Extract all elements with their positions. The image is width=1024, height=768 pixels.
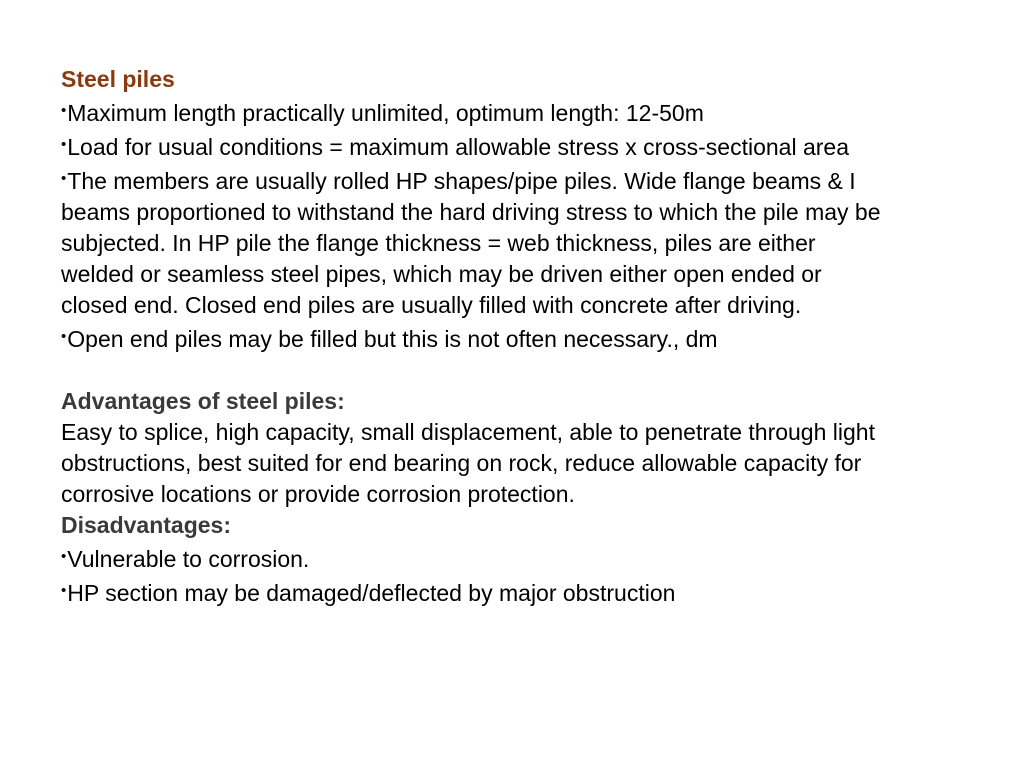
bullet-item (61, 129, 891, 163)
bullet-icon: • (61, 548, 67, 565)
bullet-icon: • (61, 170, 67, 187)
bullet-text: Open end piles may be filled but this is not often necessary., dm (67, 326, 718, 352)
bullet-text: Maximum length practically unlimited, optimum length: 12-50m (67, 100, 704, 126)
bullet-text: Load for usual conditions = maximum allowable stress x cross-sectional area (67, 134, 849, 160)
bullet-icon: • (61, 102, 67, 119)
bullet-text: HP section may be damaged/deflected by major obstruction (67, 580, 676, 606)
bullet-text: Vulnerable to corrosion. (67, 546, 310, 572)
slide-title: Steel piles (61, 66, 175, 92)
bullet-icon: • (61, 328, 67, 345)
steel-piles-bullet-list (61, 95, 891, 355)
disadvantages-bullet-list (61, 541, 891, 609)
bullet-item (61, 163, 891, 321)
advantages-heading: Advantages of steel piles: (61, 388, 345, 414)
bullet-text: The members are usually rolled HP shapes/pipe piles. Wide flange beams & I beams proportioned to withstand the hard driving stress to which the pile may be subjected. In HP pile the flange thickness = web thickness, piles are either welded or seamless steel pipes, which may be driven either open ended or closed end. Closed end piles are usually filled with concrete after driving. (61, 168, 881, 318)
bullet-icon: • (61, 136, 67, 153)
section-spacer (61, 355, 891, 386)
disadvantages-heading: Disadvantages: (61, 512, 232, 538)
slide-content (61, 64, 891, 609)
bullet-icon: • (61, 582, 67, 599)
bullet-item (61, 95, 891, 129)
bullet-item (61, 575, 891, 609)
bullet-item (61, 541, 891, 575)
bullet-item (61, 321, 891, 355)
advantages-text: Easy to splice, high capacity, small displacement, able to penetrate through light obstructions, best suited for end bearing on rock, reduce allowable capacity for corrosive locations or provide corrosion protection. (61, 419, 875, 507)
